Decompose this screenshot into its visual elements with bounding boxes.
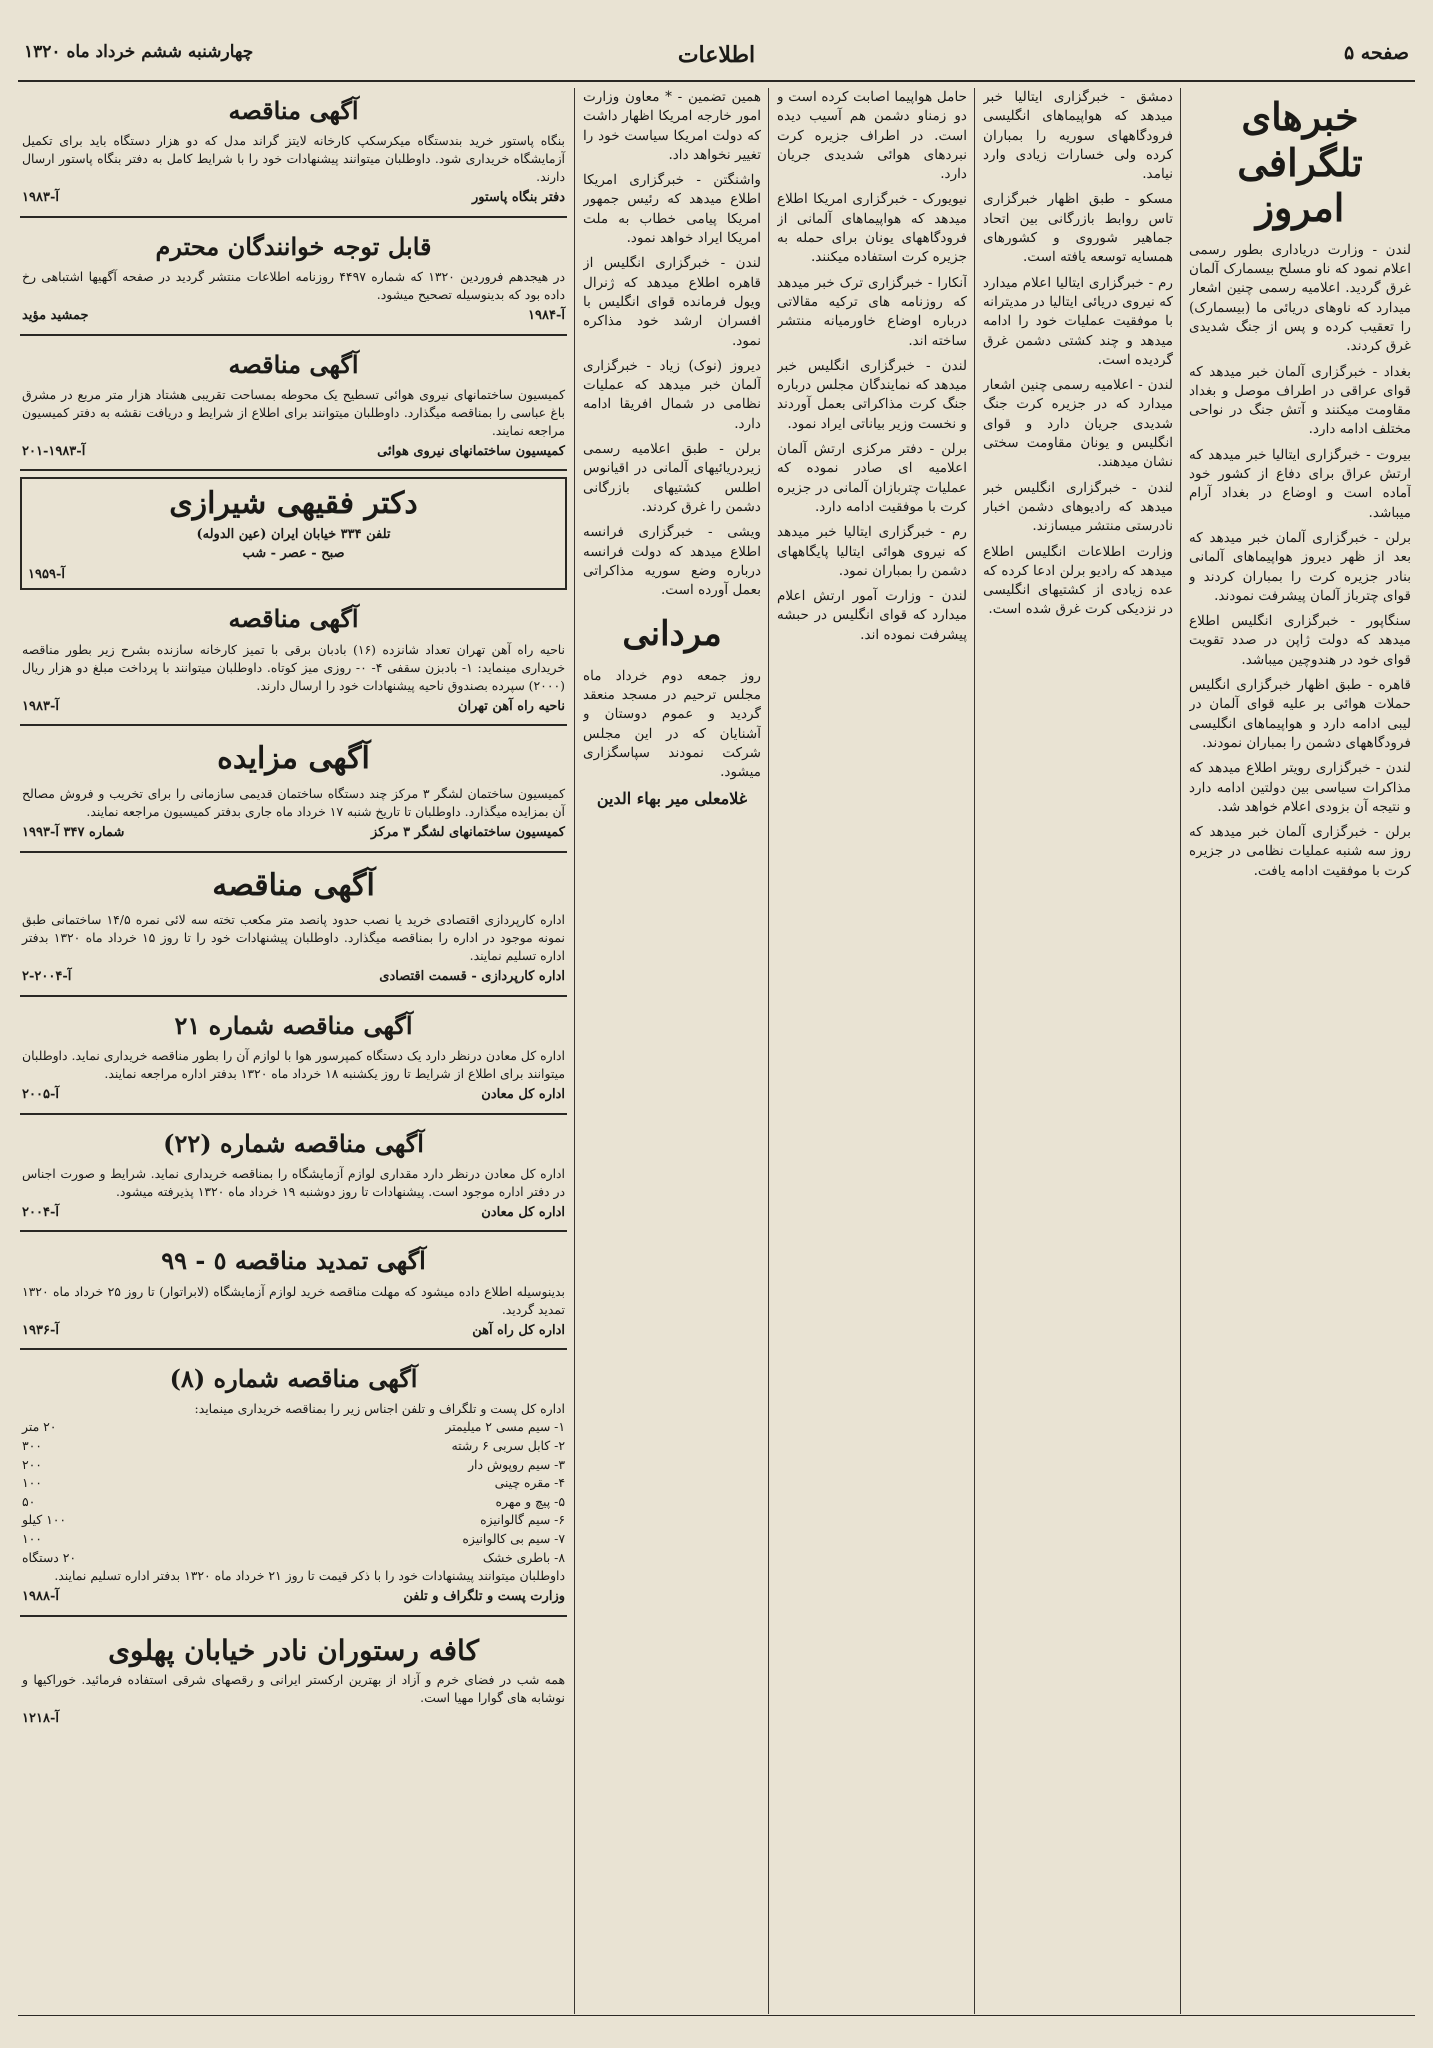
items-list — [22, 1418, 565, 1567]
column-divider — [974, 88, 975, 2014]
list-item: ۶- سیم گالوانیزه ۱۰۰ کیلو — [22, 1512, 565, 1528]
page-number: صفحه ۵ — [1343, 42, 1409, 64]
ad-body: در هیجدهم فروردین ۱۳۲۰ که شماره ۴۴۹۷ روزنامه اطلاعات منتشر گردید در صفحه آگهیها اشتباهی رخ داده بود که بدینوسیله تصحیح میشود. — [22, 268, 566, 303]
ad-signature — [22, 824, 565, 842]
ad-signature — [22, 1710, 565, 1728]
news-item: لندن - خبرگزاری انگلیس از قاهره اطلاع میدهد که ژنرال ویول فرمانده قوای انگلیس با افسران ارشد خود مذاکره نمود. — [583, 255, 761, 349]
news-item: برلن - دفتر مرکزی ارتش آلمان اعلامیه ای صادر نموده که عملیات چتربازان آلمانی در جزیره کرت با موفقیت ادامه دارد. — [777, 441, 967, 515]
ad-title: آگهی مزایده — [217, 741, 370, 777]
obituary-text: روز جمعه دوم خرداد ماه مجلس ترحیم در مسجد منعقد گردید و عموم دوستان و آشنایان که در این مجلس شرکت نمودند سپاسگزاری میشود. — [583, 667, 761, 781]
news-item: لندن - وزارت دریاداری بطور رسمی اعلام نمود که ناو مسلح بیسمارک آلمان غرق گردید. اعلامیه رسمی چنین اشعار میدارد که ناوهای دریائی ما (بیسمارک) را تعقیب کرده و پس از جنگ شدیدی غرق کردند. — [1189, 241, 1411, 355]
ad-auction-army — [20, 732, 567, 852]
ad-code: آ-۱۹۸۳ — [22, 698, 59, 714]
news-item: سنگاپور - خبرگزاری انگلیس اطلاع میدهد که دولت ژاپن در صدد تقویت قوای خود در هندوچین میباشد. — [1189, 613, 1411, 668]
ad-title: آگهی مناقصه — [228, 349, 359, 379]
news-item: واشنگتن - خبرگزاری امریکا اطلاع میدهد که رئیس جمهور امریکا پیامی خطاب به ملت امریکا ایراد خواهد نمود. — [583, 172, 761, 247]
column-divider — [768, 88, 769, 2014]
news-item: برلن - طبق اعلامیه رسمی زیردریائیهای آلمانی در اقیانوس اطلس کشتیهای بازرگانی دشمن را غرق کردند. — [583, 441, 761, 515]
news-item: رم - خبرگزاری ایتالیا خبر میدهد که نیروی هوائی ایتالیا پایگاههای دشمن را بمباران نمود. — [777, 524, 967, 579]
news-item: برلن - خبرگزاری آلمان خبر میدهد که بعد از ظهر دیروز هواپیماهای آلمانی بنادر جزیره کرت را بمباران کردند و قوای چترباز آلمان پیشرفت نمودند. — [1189, 529, 1411, 604]
ad-tender-pasteur — [20, 88, 567, 218]
news-item: قاهره - طبق اظهار خبرگزاری انگلیس حملات هوائی بر علیه قوای آلمان در لیبی ادامه دارد و هواپیماهای انگلیسی فرودگاههای دشمن را بمباران نمودند. — [1189, 677, 1411, 751]
ad-signer: جمشید مؤید — [22, 308, 89, 324]
ad-body: داوطلبان میتوانند پیشنهادات خود را با ذکر قیمت تا روز ۲۱ خرداد ماه ۱۳۲۰ بدفتر اداره تسلیم نمایند. — [54, 1568, 565, 1584]
list-item: ۳- سیم روپوش دار ۲۰۰ — [22, 1456, 565, 1472]
page-footer-rule — [18, 2015, 1415, 2030]
ad-body: اداره کارپردازی اقتصادی خرید یا نصب حدود پانصد متر مکعب تخته سه لائی نمره ۱۴/۵ ساختمانی طبق نمونه موجود در اداره را بمناقصه میگذارد. داوطلبان پیشنهادات خود را تا روز ۱۵ خرداد ماه ۱۳۲۰ بدفتر اداره تسلیم نمایند. — [22, 912, 566, 964]
paper-name: اطلاعات — [677, 42, 756, 68]
ad-body: بنگاه پاستور خرید بندستگاه میکرسکپ کارخانه لایتز گراند مدل که دو هزار دستگاه باید برای تکمیل آزمایشگاه خریداری شود. داوطلبان میتوانند پیشنهادات خود را با شرایط کامل به دفتر بنگاه پاستور ارسال دارند. — [22, 133, 565, 185]
obituary-title: مردانی — [622, 614, 722, 655]
ad-signature — [22, 1086, 565, 1104]
ad-signature — [28, 566, 559, 584]
column-divider — [574, 88, 575, 2014]
news-column-3 — [777, 88, 967, 2014]
cafe-title: کافه رستوران نادر خیابان پهلوی — [108, 1633, 479, 1667]
ad-tender-mines-22 — [20, 1121, 567, 1233]
news-column-4 — [583, 88, 761, 2014]
ad-cafe-nader — [20, 1623, 567, 1736]
ad-title: قابل توجه خوانندگان محترم — [155, 231, 432, 261]
issue-date: چهارشنبه ششم خرداد ماه ۱۳۲۰ — [24, 42, 254, 62]
ad-signer: دفتر بنگاه پاستور — [471, 190, 565, 206]
ad-body: کمیسیون ساختمان لشگر ۳ مرکز چند دستگاه ساختمان قدیمی سازمانی را برای تخریب و فروش مصالح آن بمزایده میگذارد. داوطلبان تا تاریخ شنبه ۱۷ خرداد ماه جاری بدفتر کمیسیون مراجعه نمایند. — [22, 785, 566, 819]
ad-signer: اداره کل معادن — [481, 1087, 565, 1103]
ad-code: آ-۱۲۱۸ — [22, 1710, 59, 1726]
ad-code: شماره ۳۴۷ آ-۱۹۹۳ — [22, 825, 125, 841]
ad-code: آ-۲۰۰۴-۲ — [22, 969, 72, 985]
ad-code: آ-۱۹۸۴ — [528, 308, 565, 324]
ad-tender-economic — [20, 859, 567, 997]
news-item: دمشق - خبرگزاری ایتالیا خبر میدهد که هواپیماهای انگلیسی فرودگاههای سوریه را بمباران کرده ولی خسارات زیادی وارد نیامد. — [983, 89, 1173, 183]
ad-signer: اداره کل راه آهن — [472, 1322, 565, 1338]
ad-body: بدینوسیله اطلاع داده میشود که مهلت مناقصه خرید لوازم آزمایشگاه (لابراتوار) تا روز ۲۵ خرداد ماه ۱۳۲۰ تمدید گردید. — [22, 1283, 565, 1317]
ad-intro: اداره کل پست و تلگراف و تلفن اجناس زیر را بمناقصه خریداری مینماید: — [194, 1401, 565, 1417]
ad-title: آگهی تمدید مناقصه ٥ - ۹۹ — [161, 1246, 426, 1276]
ad-body: همه شب در فضای خرم و آزاد از بهترین ارکستر ایرانی و رقصهای شرقی استفاده فرمائید. خوراکیها و نوشابه های گوارا مهیا است. — [22, 1671, 565, 1705]
doctor-hours: صبح - عصر - شب — [242, 545, 345, 561]
ad-signature — [22, 307, 565, 325]
doctor-name: دکتر فقیهی شیرازی — [169, 486, 418, 522]
list-item: ۲- کابل سربی ۶ رشته ۳۰۰ — [22, 1437, 565, 1453]
news-item: وزارت اطلاعات انگلیس اطلاع میدهد که رادیو برلن ادعا کرده که عده زیادی از کشتیهای انگلیسی در نزدیکی کرت غرق شده است. — [983, 543, 1173, 618]
ad-title: آگهی مناقصه شماره (۸) — [169, 1364, 418, 1394]
page-header — [18, 28, 1415, 82]
news-item: همین تضمین - * معاون وزارت امور خارجه امریکا اظهار داشت که دولت امریکا سیاست خود را تغییر نخواهد داد. — [583, 89, 761, 163]
ad-readers-notice — [20, 224, 567, 336]
ad-body: کمیسیون ساختمانهای نیروی هوائی تسطیح یک محوطه بمساحت تقریبی هشتاد هزار متر مربع در مشرق باغ عباسی را بمناقصه میگذارد. داوطلبان میتوانند برای اطلاع از شرایط و دریافت نقشه به دفتر کمیسیون مراجعه نمایند. — [22, 386, 565, 438]
ad-signature — [22, 443, 565, 461]
ad-code: آ-۱۹۵۹ — [28, 566, 65, 582]
news-section-title: خبرهای تلگرافی امروز — [1237, 94, 1363, 231]
news-item: لندن - اعلامیه رسمی چنین اشعار میدارد که در جزیره کرت جنگ شدیدی جریان دارد و قوای انگلیس و یونان مقاومت سختی نشان میدهند. — [983, 377, 1173, 471]
news-item: برلن - خبرگزاری آلمان خبر میدهد که روز سه شنبه عملیات نظامی در جزیره کرت با موفقیت ادامه یافت. — [1189, 824, 1411, 879]
news-item: لندن - خبرگزاری انگلیس خبر میدهد که رادیوهای دشمن اخبار نادرستی منتشر میسازند. — [983, 479, 1173, 535]
ad-signature — [22, 1322, 565, 1340]
news-item: مسکو - طبق اظهار خبرگزاری تاس روابط بازرگانی بین اتحاد جماهیر شوروی و کشورهای همسایه توسعه یافته است. — [983, 191, 1173, 266]
ad-code: آ-۲۰۰۵ — [22, 1087, 59, 1103]
news-item: بغداد - خبرگزاری آلمان خبر میدهد که قوای عراقی در اطراف موصل و بغداد مقاومت میکنند و آتش جنگ در نواحی مختلف ادامه دارد. — [1189, 363, 1411, 438]
ad-title: آگهی مناقصه — [228, 96, 359, 125]
news-item: لندن - وزارت آمور ارتش اعلام میدارد که قوای انگلیس در حبشه پیشرفت نموده اند. — [777, 588, 967, 643]
news-item: حامل هواپیما اصابت کرده است و دو زمناو دشمن هم آسیب دیده است. در اطراف جزیره کرت نبردهای هوائی شدیدی جریان دارد. — [777, 89, 967, 183]
ad-body: ناحیه راه آهن تهران تعداد شانزده (۱۶) بادبان برقی با تمیز کارخانه سازنده بشرح زیر بطور مناقصه خریداری مینماید: ۱- بادبزن سقفی ۴- ۰- روزی میز کوتاه. داوطلبان میتوانند با پرداخت مبلغ دو هزار ریال (۲۰۰۰) سپرده بصندوق ناحیه پیشنهادات خود را ارسال دارند. — [22, 641, 566, 693]
ad-signer: ناحیه راه آهن تهران — [457, 698, 565, 714]
ad-tender-post-8 — [20, 1356, 567, 1617]
news-item: نیویورک - خبرگزاری امریکا اطلاع میدهد که هواپیماهای آلمانی از فرودگاههای یونان برای حمله به جزیره کرت استفاده میکنند. — [777, 191, 967, 266]
list-item: ۵- پیچ و مهره ۵۰ — [22, 1493, 565, 1509]
news-column-1 — [1189, 88, 1411, 2014]
ad-signer: کمیسیون ساختمانهای نیروی هوائی — [377, 444, 565, 460]
ad-signer: کمیسیون ساختمانهای لشگر ۳ مرکز — [371, 825, 565, 841]
ad-title: آگهی مناقصه شماره (۲۲) — [163, 1128, 424, 1158]
list-item: ۱- سیم مسی ۲ میلیمتر ۲۰ متر — [22, 1419, 565, 1435]
news-item: بیروت - خبرگزاری ایتالیا خبر میدهد که ارتش عراق برای دفاع از کشور خود آماده است و اوضاع در بغداد آرام میباشد. — [1189, 446, 1411, 521]
ad-code: آ-۱۹۸۳-۲۰۱ — [22, 444, 86, 460]
list-item: ۴- مقره چینی ۱۰۰ — [22, 1475, 565, 1491]
news-item: رم - خبرگزاری ایتالیا اعلام میدارد که نیروی دریائی ایتالیا در مدیترانه با موفقیت عملیات خود را ادامه میدهد و چند کشتی دشمن غرق گردیده است. — [983, 274, 1173, 368]
ad-signature — [22, 189, 565, 207]
news-column-2 — [983, 88, 1173, 2014]
ad-tender-extension — [20, 1238, 567, 1350]
ad-signer: اداره کل معادن — [481, 1204, 565, 1220]
ad-tender-airforce — [20, 342, 567, 472]
news-item: لندن - خبرگزاری رویتر اطلاع میدهد که مذاکرات سیاسی بین دولتین ادامه دارد و نتیجه آن بزودی اعلام خواهد شد. — [1189, 760, 1411, 815]
ads-column — [20, 88, 567, 2014]
ad-body: اداره کل معادن درنظر دارد یک دستگاه کمپرسور هوا با لوازم آن را بطور مناقصه خریداری نماید. داوطلبان میتوانند برای اطلاع از شرایط تا روز یکشنبه ۱۸ خرداد ماه ۱۳۲۰ بدفتر اداره مراجعه نمایند. — [22, 1048, 565, 1082]
ad-signature — [22, 968, 565, 986]
doctor-address: تلفن ۳۳۴ خیابان ایران (عین الدوله) — [196, 527, 391, 543]
obituary-sign: غلامعلی میر بهاء الدین — [596, 789, 748, 809]
ad-signature — [22, 1204, 565, 1222]
ad-body: اداره کل معادن درنظر دارد مقداری لوازم آزمایشگاه را بمناقصه خریداری نماید. شرایط و صورت اجناس در دفتر اداره موجود است. پیشنهادات تا روز دوشنبه ۱۹ خرداد ماه ۱۳۲۰ پذیرفته میشود. — [22, 1165, 565, 1199]
news-item: دیروز (نوک) زیاد - خبرگزاری آلمان خبر میدهد که عملیات نظامی در شمال افریقا ادامه دارد. — [583, 357, 761, 432]
ad-tender-mines-21 — [20, 1003, 567, 1115]
ad-code: آ-۱۹۸۳ — [22, 190, 59, 206]
news-item: آنکارا - خبرگزاری ترک خبر میدهد که روزنامه های ترکیه مقالاتی درباره اوضاع خاورمیانه منتشر ساخته اند. — [777, 274, 967, 349]
list-item: ۸- باطری خشک ۲۰ دستگاه — [22, 1549, 565, 1565]
ad-code: آ-۱۹۳۶ — [22, 1322, 59, 1338]
ad-title: آگهی مناقصه — [212, 867, 375, 903]
ad-signature — [22, 1588, 565, 1606]
news-item: لندن - خبرگزاری انگلیس خبر میدهد که نمایندگان مجلس درباره جنگ کرت مذاکراتی بعمل آوردند و نخست وزیر بیاناتی ایراد نمود. — [777, 357, 967, 432]
ad-title: آگهی مناقصه — [228, 604, 359, 634]
news-item: ویشی - خبرگزاری فرانسه اطلاع میدهد که دولت فرانسه درباره وضع سوریه مذاکراتی بعمل آورده است. — [583, 524, 761, 599]
column-divider — [1180, 88, 1181, 2014]
ad-signature — [22, 698, 565, 716]
list-item: ۷- سیم بی کالوانیزه ۱۰۰ — [22, 1531, 565, 1547]
ad-code: آ-۲۰۰۴ — [22, 1204, 59, 1220]
ad-title: آگهی مناقصه شماره ۲۱ — [174, 1010, 413, 1040]
ad-tender-railway — [20, 596, 567, 726]
ad-signer: وزارت پست و تلگراف و تلفن — [403, 1589, 565, 1605]
ad-signer: اداره کارپردازی - قسمت اقتصادی — [379, 969, 565, 985]
ad-doctor — [20, 477, 567, 590]
ad-code: آ-۱۹۸۸ — [22, 1589, 59, 1605]
